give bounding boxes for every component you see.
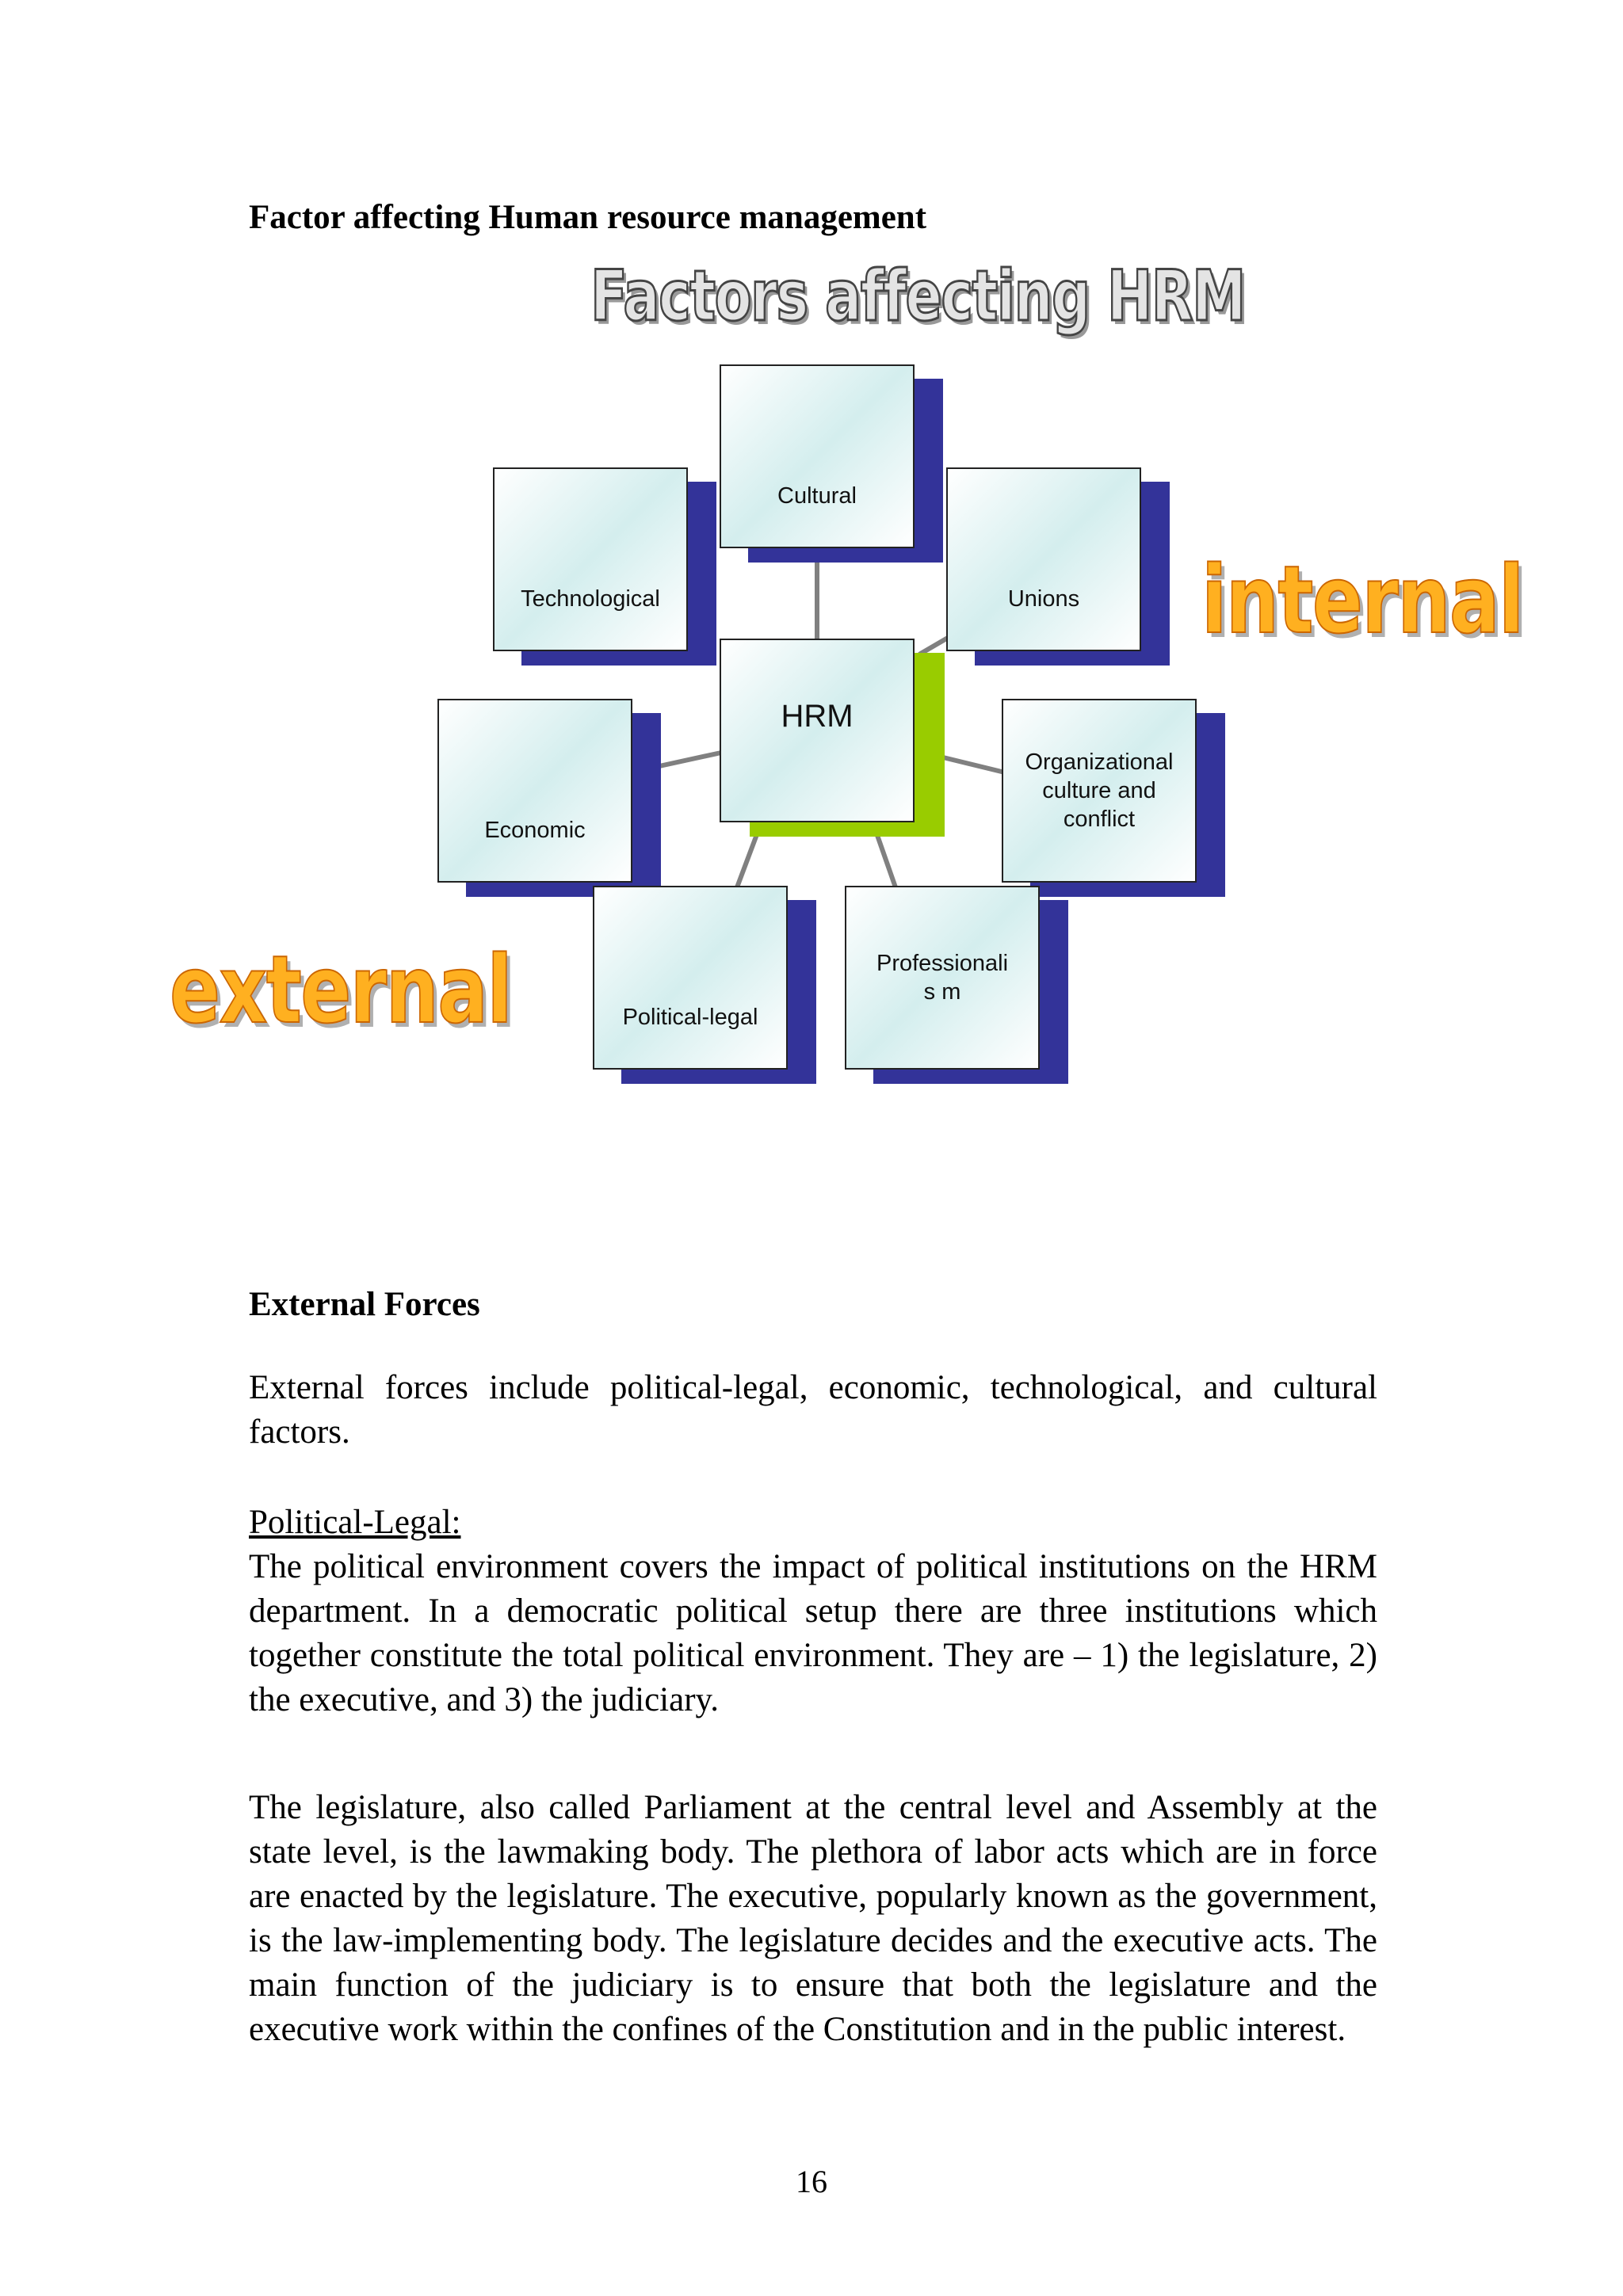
external-forces-heading: External Forces [249, 1286, 480, 1323]
diagram-title: Factors affecting HRM [590, 255, 1245, 337]
internal-label: internal [1201, 545, 1523, 654]
external-forces-intro: External forces include political-legal, economic, technological, and cultural factors. [249, 1369, 1377, 1451]
node-cultural [720, 364, 915, 548]
political-legal-heading: Political-Legal: [249, 1504, 461, 1541]
node-cultural-label: Cultural [777, 483, 857, 509]
node-professionalism [845, 886, 1040, 1070]
node-organizational-label: Organizational culture and conflict [1025, 749, 1174, 832]
node-technological [493, 467, 688, 651]
node-technological-label: Technological [521, 586, 660, 612]
node-economic-label: Economic [484, 818, 586, 843]
node-unions-label: Unions [1007, 586, 1080, 612]
connector-organizational [940, 757, 1005, 772]
political-legal-section [249, 1501, 1377, 1722]
political-legal-paragraph-2: The legislature, also called Parliament at the central level and Assembly at the state level, is the lawmaking body. The plethora of labor acts which are in force are enacted by the legislature. The executive, popularly known as the government, is the law-implementing body. The legislature decides and the executive acts. The main function of the judiciary is to ensure that both the legislature and the executive work within the confines of the Constitution and in the public interest. [249, 1789, 1377, 2048]
node-unions [946, 467, 1141, 651]
political-legal-paragraph-1: The political environment covers the impact of political institutions on the HRM department. In a democratic political setup there are three institutions which together constitute the total political environment. They are – 1) the legislature, 2) the executive, and 3) the judiciary. [249, 1548, 1377, 1718]
page-number: 16 [796, 2164, 827, 2199]
node-hrm [720, 639, 915, 822]
connector-unions [919, 638, 948, 654]
node-political-legal [593, 886, 788, 1070]
hrm-factors-diagram [0, 0, 1623, 1125]
page-heading: Factor affecting Human resource management [249, 199, 927, 236]
node-organizational [1002, 699, 1197, 883]
node-political-legal-label: Political-legal [622, 1005, 758, 1030]
node-hrm-label: HRM [781, 699, 854, 734]
external-label: external [170, 935, 512, 1044]
node-professionalism-label: Professionalis m [876, 951, 1009, 1005]
node-economic [437, 699, 632, 883]
connector-economic [659, 753, 721, 766]
